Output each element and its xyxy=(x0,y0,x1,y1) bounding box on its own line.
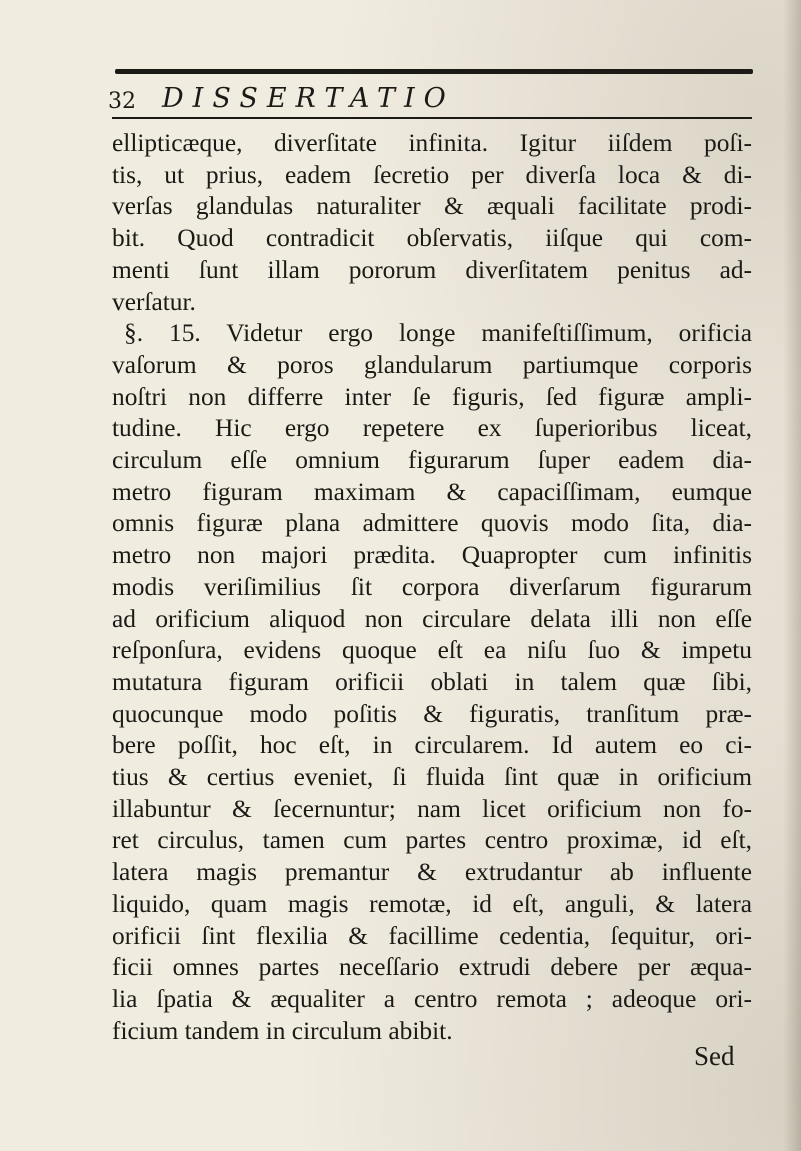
text-line: circulum eſſe omnium figurarum ſuper eadem dia- xyxy=(112,446,752,475)
text-line: illabuntur & ſecernuntur; nam licet orificium non fo- xyxy=(112,794,752,823)
text-line: reſponſura, evidens quoque eſt ea niſu ſuo & impetu xyxy=(112,636,752,665)
text-line: bit. Quod contradicit obſervatis, iiſque qui com- xyxy=(112,224,752,253)
text-line: orificii ſint flexilia & facillime cedentia, ſequitur, ori- xyxy=(112,921,752,950)
text-line: menti ſunt illam pororum diverſitatem penitus ad- xyxy=(112,255,752,284)
text-line: bere poſſit, hoc eſt, in circularem. Id autem eo ci- xyxy=(112,731,752,760)
text-line: tius & certius eveniet, ſi fluida ſint quæ in orificium xyxy=(112,763,752,792)
catchword: Sed xyxy=(694,1041,735,1071)
text-line: tudine. Hic ergo repetere ex ſuperioribus liceat, xyxy=(112,414,752,443)
paragraph-start-line: §. 15. Videtur ergo longe manifeſtiſſimum, orificia xyxy=(124,319,752,348)
text-line: verſas glandulas naturaliter & æquali facilitate prodi- xyxy=(112,192,752,221)
text-line: verſatur. xyxy=(112,287,196,316)
text-line: vaſorum & poros glandularum partiumque corporis xyxy=(112,350,752,379)
header-rule xyxy=(112,117,752,119)
text-line: tis, ut prius, eadem ſecretio per diverſa loca & di- xyxy=(112,160,752,189)
running-head: DISSERTATIO xyxy=(162,83,455,114)
text-line: noſtri non differre inter ſe figuris, ſed figuræ ampli- xyxy=(112,382,752,411)
text-line: ret circulus, tamen cum partes centro proximæ, id eſt, xyxy=(112,826,752,855)
text-line: ficii omnes partes neceſſario extrudi debere per æqua- xyxy=(112,953,752,982)
body-text xyxy=(112,128,752,1047)
text-line: omnis figuræ plana admittere quovis modo ſita, dia- xyxy=(112,509,752,538)
text-line: ellipticæque, diverſitate infinita. Igitur iiſdem poſi- xyxy=(112,129,752,157)
page-edge-shadow xyxy=(783,0,801,1151)
text-line: ficium tandem in circulum abibit. xyxy=(112,1016,453,1045)
text-line: mutatura figuram orificii oblati in talem quæ ſibi, xyxy=(112,667,752,696)
text-line: modis veriſimilius ſit corpora diverſarum figurarum xyxy=(112,572,752,601)
text-line: metro non majori prædita. Quapropter cum infinitis xyxy=(112,541,752,570)
text-line: metro figuram maximam & capaciſſimam, eumque xyxy=(112,477,752,506)
text-line: quocunque modo poſitis & figuratis, tranſitum præ- xyxy=(112,699,752,728)
text-line: latera magis premantur & extrudantur ab influente xyxy=(112,858,752,887)
text-line: lia ſpatia & æqualiter a centro remota ; adeoque ori- xyxy=(112,984,752,1013)
page-number: 32 xyxy=(108,89,136,114)
text-line: liquido, quam magis remotæ, id eſt, anguli, & latera xyxy=(112,889,752,918)
text-line: ad orificium aliquod non circulare delata illi non eſſe xyxy=(112,604,752,633)
top-rule xyxy=(115,69,753,74)
